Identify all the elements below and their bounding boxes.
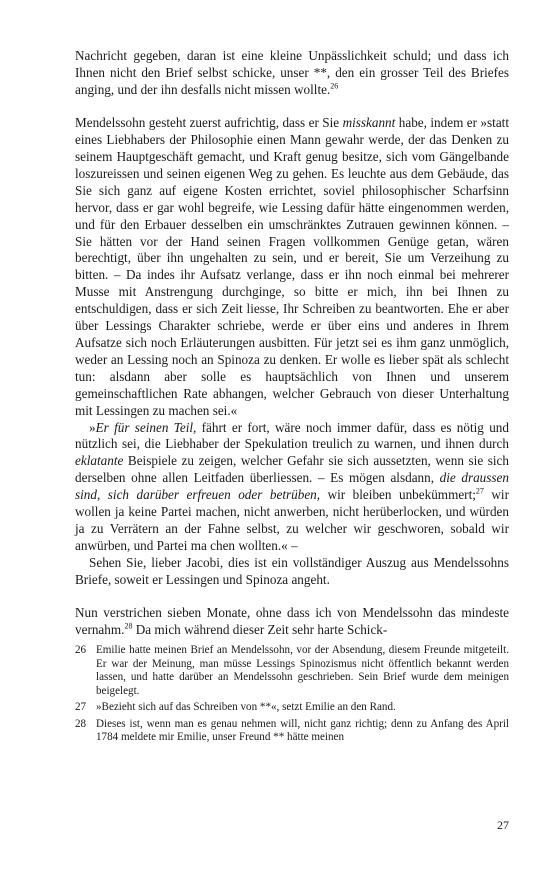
footnote-text: Emilie hatte meinen Brief an Mendelssohn, vor der Absendung, diesem Freunde mitgeteilt. Er war der Meinung, man müsse Lessings Spinozismus nicht öffentlich bekannt werden lassen, und hatte darüber an Mendelssohn geschrieben. Sein Brief wurde dem meinigen beigelegt. [96, 643, 509, 697]
text-run: Da mich während dieser Zeit sehr harte Schick- [132, 622, 388, 637]
footnote [75, 718, 509, 745]
paragraph [75, 420, 509, 555]
paragraph [75, 555, 509, 589]
text-run: wir bleiben unbekümmert; [320, 487, 476, 503]
page-number: 27 [497, 818, 509, 832]
text-run: Nachricht gegeben, daran ist eine kleine Unpässlichkeit schuld; und dass ich Ihnen nicht den Brief selbst schicke, unser **, den ein grosser Teil des Briefes anging, und der ihn desfalls nicht missen wollte. [75, 48, 509, 97]
footnote-ref: 26 [330, 81, 339, 91]
paragraph [75, 115, 509, 419]
text-run: wir wollen ja keine Partei machen, nicht anwerben, nicht herüberlocken, und würden ja zu Verrätern an der Fahne selbst, zu welcher wir geschworen, sobald wir anwürben, und Partei ma chen wollten.« – [75, 487, 509, 553]
emphasis-text: eklatante [75, 453, 124, 469]
footnote-number: 27 [75, 701, 87, 714]
text-run: Mendelssohn gesteht zuerst aufrichtig, dass er Sie [75, 115, 343, 131]
page [75, 48, 509, 748]
text-run: Nun verstrichen sieben Monate, ohne dass ich von Mendelssohn das mindeste vernahm. [75, 605, 509, 637]
text-run: fährt er fort, wäre noch immer dafür, dass es nötig und nützlich sei, die Liebhaber der Spekulation treulich zu warnen, und ihnen durch [75, 419, 509, 452]
footnote-number: 28 [75, 717, 87, 730]
footnote-text: Dieses ist, wenn man es genau nehmen will, nicht ganz richtig; denn zu Anfang des April 1784 meldete mir Emilie, unser Freund ** hätte meinen [96, 717, 509, 744]
footnotes [75, 644, 509, 745]
footnote-text: »Bezieht sich auf das Schreiben von **«, setzt Emilie an den Rand. [96, 701, 396, 714]
footnote-ref: 27 [475, 486, 484, 496]
emphasis-text: Er für seinen Teil, [95, 419, 197, 435]
text-run: » [89, 419, 96, 435]
emphasis-text: die draussen sind, sich darüber erfreuen oder betrüben, [75, 470, 509, 503]
emphasis-text: misskannt [342, 115, 396, 131]
body-text [75, 48, 509, 639]
footnote-number: 26 [75, 643, 87, 656]
text-run: Beispiele zu zeigen, welcher Gefahr sie sich aussetzten, wenn sie sich derselben ohne allen Leitfaden überliessen. – Es mögen alsdann, [75, 453, 509, 486]
text-run: habe, indem er »statt eines Liebhabers der Philosophie einen Mann gewahr werde, der das Denken zu seinem Hauptgeschäft gemacht, und Kraft genug besitze, sich vom Gängelbande loszureissen und seinen eigenen Weg zu gehen. Es leuchte aus dem Gebäude, das Sie sich ganz auf eigene Kosten errichtet, soviel philosophischer Scharfsinn hervor, dass er gar wohl begreife, wie Lessing dafür hätte eingenommen werden, und für den Erbauer desselben ein umschränktes Zutrauen gewinnen können. – Sie hätten vor der Hand seinen Fragen vollkommen Genüge getan, wären berechtigt, über ihn ungehalten zu sein, und er bereit, Sie um Verzeihung zu bitten. – Da indes ihr Aufsatz verlange, dass er ihn noch einmal bei mehrerer Musse mit Anstrengung durchginge, so bitte er mich, ihn bei Ihnen zu entschuldigen, dass er sich Zeit liesse, Ihr Schreiben zu beantworten. Ehe er aber über Lessings Charakter schriebe, werde er über eins und anderes in Ihrem Aufsatze sich noch Erläuterungen ausbitten. Für jetzt sei es ihm ganz unmöglich, weder an Lessing noch an Spinoza zu denken. Er wolle es lieber spät als schlecht tun: alsdann aber solle es hauptsächlich von Ihnen und unserem gemeinschaftlichen Rate abhangen, welcher Gebrauch von dieser Unterhaltung mit Lessingen zu machen sei.« [75, 115, 510, 418]
footnote [75, 644, 509, 698]
paragraph [75, 48, 509, 99]
footnote [75, 701, 509, 715]
paragraph [75, 605, 509, 639]
footnote-ref: 28 [124, 621, 133, 631]
text-run: Sehen Sie, lieber Jacobi, dies ist ein vollständiger Auszug aus Mendelssohns Briefe, soweit er Lessingen und Spinoza angeht. [75, 554, 509, 587]
